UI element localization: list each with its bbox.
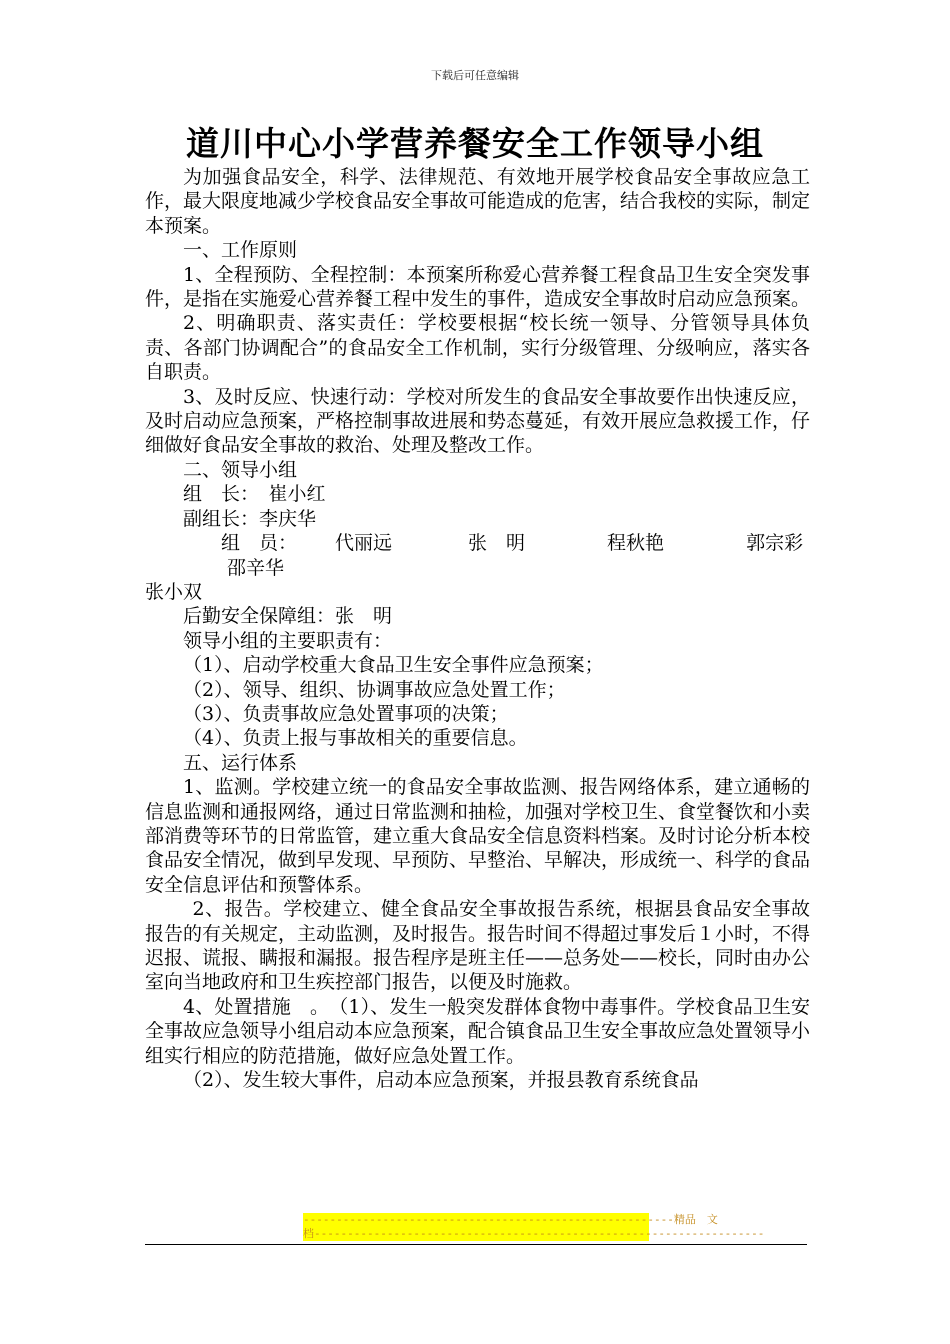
members-label: 组 员： — [221, 532, 298, 555]
section-heading-5: 五、运行体系 — [183, 751, 298, 774]
duty-item-1: （1）、启动学校重大食品卫生安全事件应急预案； — [183, 654, 604, 677]
leader-line: 组 长： 崔小红 — [183, 483, 326, 506]
paragraph-measures-2: （2）、发生较大事件，启动本应急预案，并报县教育系统食品 — [183, 1069, 699, 1092]
paragraph-reporting: 2、报告。学校建立、健全食品安全事故报告系统，根据县食品安全事故报告的有关规定，主动监测，及时报告。报告时间不得超过事发后１小时，不得迟报、谎报、瞒报和漏报。报告程序是班主任——总务处——校长，同时由办公室向当地政府和卫生疾控部门报告，以便及时施救。 — [145, 898, 811, 994]
paragraph-monitoring: 1、监测。学校建立统一的食品安全事故监测、报告网络体系，建立通畅的信息监测和通报网络，通过日常监测和抽检，加强对学校卫生、食堂餐饮和小卖部消费等环节的日常监管，建立重大食品安全信息资料档案。及时讨论分析本校食品安全情况，做到早发现、早预防、早整治、早解决，形成统一、科学的食品安全信息评估和预警体系。 — [145, 776, 811, 896]
section-heading-2: 二、领导小组 — [183, 458, 298, 481]
footer-line-1: --------------------------------------------------------精品 文 — [303, 1213, 718, 1226]
document-title: 道川中心小学营养餐安全工作领导小组 — [186, 124, 764, 163]
deputy-line: 副组长：李庆华 — [183, 507, 317, 530]
footer-watermark — [303, 1213, 765, 1241]
member-name: 程秋艳 — [607, 532, 665, 555]
duties-heading: 领导小组的主要职责有： — [183, 629, 393, 652]
paragraph-principle-1: 1、全程预防、全程控制：本预案所称爱心营养餐工程食品卫生安全突发事件，是指在实施爱心营养餐工程中发生的事件，造成安全事故时启动应急预案。 — [145, 263, 811, 311]
member-name: 郭宗彩 — [746, 532, 804, 555]
paragraph-measures: 4、处置措施 。 （1）、发生一般突发群体食物中毒事件。学校食品卫生安全事故应急领导小组启动本应急预案，配合镇食品卫生安全事故应急处置领导小组实行相应的防范措施，做好应急处置工作。 — [145, 995, 811, 1067]
member-name: 邵辛华 — [227, 556, 285, 579]
section-heading-1: 一、工作原则 — [183, 239, 298, 262]
paragraph-principle-2: 2、明确职责、落实责任：学校要根据“校长统一领导、分管领导具体负责、各部门协调配合”的食品安全工作机制，实行分级管理、分级响应，落实各自职责。 — [145, 312, 810, 384]
logistics-line: 后勤安全保障组：张 明 — [183, 605, 393, 628]
duty-item-4: （4）、负责上报与事故相关的重要信息。 — [183, 727, 528, 750]
duty-item-3: （3）、负责事故应急处置事项的决策； — [183, 702, 509, 725]
document-body — [145, 165, 810, 1092]
member-name: 张 明 — [468, 532, 526, 555]
header-note: 下载后可任意编辑 — [431, 69, 519, 82]
paragraph-principle-3: 3、及时反应、快速行动：学校对所发生的食品安全事故要作出快速反应，及时启动应急预案，严格控制事故进展和势态蔓延，有效开展应急救援工作，仔细做好食品安全事故的救治、处理及整改工作。 — [145, 385, 811, 457]
paragraph-intro: 为加强食品安全，科学、法律规范、有效地开展学校食品安全事故应急工作，最大限度地减少学校食品安全事故可能造成的危害，结合我校的实际，制定本预案。 — [145, 166, 811, 237]
footer-line-2: 档-------------------------------------------------------------------- — [303, 1227, 765, 1240]
members-line — [145, 531, 810, 580]
member-name: 代丽远 — [335, 532, 393, 555]
duty-item-2: （2）、领导、组织、协调事故应急处置工作； — [183, 678, 566, 701]
footer-divider — [145, 1244, 807, 1245]
member-name-last: 张小双 — [145, 580, 203, 603]
